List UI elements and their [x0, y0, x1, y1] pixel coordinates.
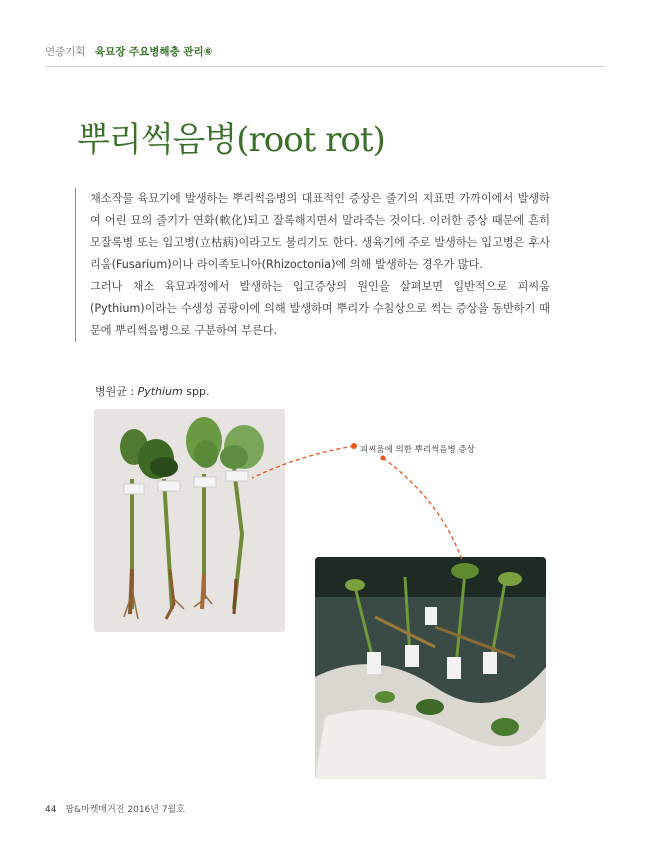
callout-dot	[351, 443, 357, 449]
pathogen-suffix: spp.	[182, 385, 210, 398]
body-paragraph-2: 그러나 채소 육묘과정에서 발생하는 입고증상의 원인을 살펴보면 일반적으로 피씨움(Pythium)이라는 수생성 곰팡이에 의해 발생하며 뿌리가 수침상으로 썩는 증상을 동반하기 때문에 뿌리썩음병으로 구분하여 부른다.	[90, 280, 550, 337]
pathogen-scientific-name: Pythium	[137, 385, 183, 398]
seedlings-illustration	[94, 409, 285, 632]
callout-line-to-diseased	[383, 458, 462, 560]
header-divider	[45, 66, 605, 67]
callout-dot	[381, 456, 386, 461]
page-header	[45, 44, 213, 59]
body-paragraph-1: 채소작물 육묘기에 발생하는 뿌리썩음병의 대표적인 증상은 줄기의 지표면 가까이에서 발생하여 어린 묘의 줄기가 연화(軟化)되고 잘록해지면서 말라죽는 것이다. 이러한 증상 때문에 흔히 모잘록병 또는 입고병(立枯病)이라고도 불리기도 한다. 생육기에 주로 발생하는 입고병은 후사리움(Fusarium)이나 라이족토니아(Rhizoctonia)에 의해 발생하는 경우가 많다.	[90, 192, 550, 271]
diseased-seedlings-illustration	[315, 557, 546, 779]
series-label: 연중기획	[45, 46, 86, 58]
page-number: 44	[45, 805, 57, 815]
magazine-info: 팜&마켓매거진 2016년 7월호	[65, 805, 185, 815]
pathogen-caption	[95, 383, 209, 399]
topic-label: 육묘장 주요병해충 관리⑥	[94, 46, 213, 58]
article-body	[75, 188, 550, 342]
pathogen-label: 병원균 :	[95, 385, 138, 398]
diseased-seedlings-photo	[315, 557, 546, 779]
article-title: 뿌리썩음병(root rot)	[77, 120, 385, 160]
photo-caption: 피씨움에 의한 뿌리썩음병 증상	[360, 445, 475, 455]
page-footer	[45, 802, 185, 815]
seedlings-photo	[94, 409, 285, 632]
